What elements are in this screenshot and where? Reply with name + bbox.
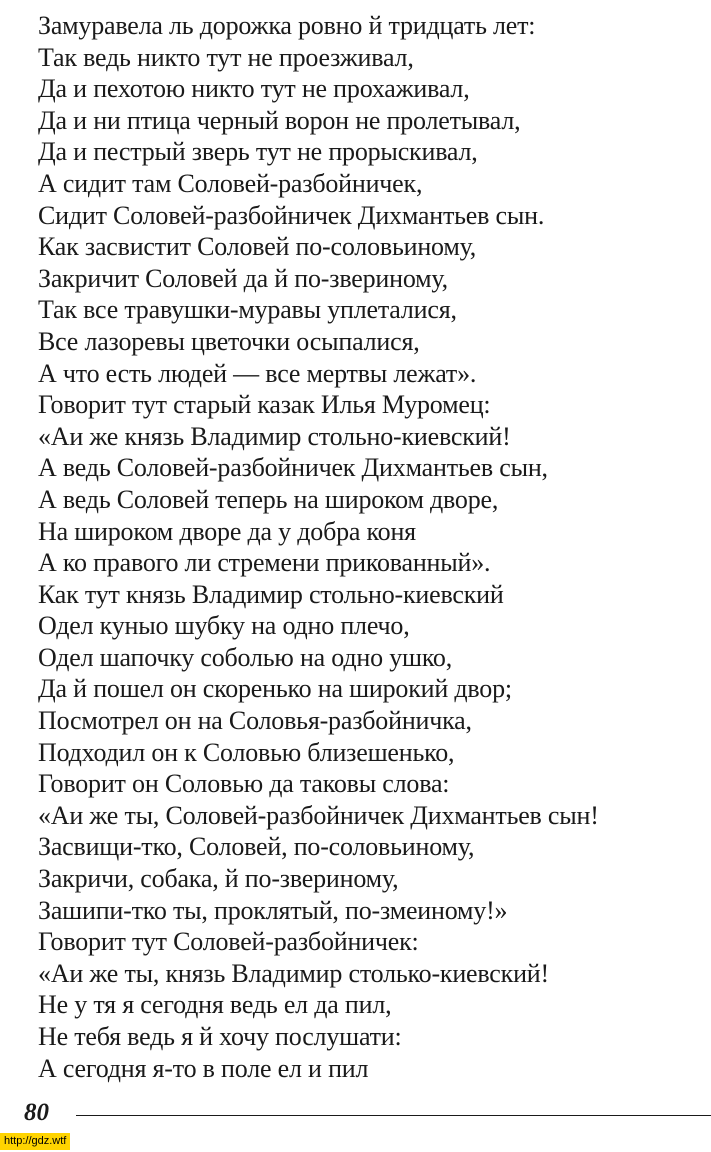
poem-line: Одел куныо шубку на одно плечо, — [38, 611, 410, 641]
poem-line: Замуравела ль дорожка ровно й тридцать лет: — [38, 11, 536, 40]
poem-line: А ко правого ли стремени прикованный». — [38, 548, 491, 578]
poem-line: А ведь Соловей теперь на широком дворе, — [38, 484, 499, 514]
poem-line: Подходил он к Соловью близешенько, — [38, 737, 455, 767]
poem-line: А что есть людей — все мертвы лежат». — [38, 358, 477, 388]
poem-line: Как засвистит Соловей по-соловьиному, — [38, 232, 477, 262]
poem-line: А сегодня я-то в поле ел и пил — [38, 1053, 369, 1083]
watermark-link[interactable]: http://gdz.wtf — [0, 1133, 70, 1150]
poem-line: Как тут князь Владимир стольно-киевский — [38, 579, 504, 609]
poem-line: А сидит там Соловей-разбойничек, — [38, 168, 423, 198]
poem-line: Да и пестрый зверь тут не прорыскивал, — [38, 137, 478, 167]
poem-line: Закричи, собака, й по-звериному, — [38, 864, 399, 894]
poem-line: Так ведь никто тут не проезживал, — [38, 42, 414, 72]
poem-line: Да й пошел он скоренько на широкий двор; — [38, 674, 512, 704]
poem-line: «Аи же князь Владимир стольно-киевский! — [38, 421, 511, 451]
poem-line: На широком дворе да у добра коня — [38, 516, 416, 546]
poem-line: Все лазоревы цветочки осыпалися, — [38, 326, 420, 356]
poem-line: Говорит тут Соловей-разбойничек: — [38, 927, 419, 957]
poem-line: Не тебя ведь я й хочу послушати: — [38, 1022, 402, 1051]
footer-rule — [76, 1115, 711, 1116]
poem-text — [38, 10, 698, 1084]
poem-line: Засвищи-тко, Соловей, по-соловьиному, — [38, 832, 475, 862]
poem-line: Закричит Соловей да й по-звериному, — [38, 263, 448, 293]
poem-line: Так все травушки-муравы уплеталися, — [38, 295, 457, 325]
poem-line: А ведь Соловей-разбойничек Дихмантьев сын, — [38, 453, 548, 483]
poem-line: Посмотрел он на Соловья-разбойничка, — [38, 706, 472, 736]
poem-line: Одел шапочку соболью на одно ушко, — [38, 642, 453, 672]
poem-line: Говорит тут старый казак Илья Муромец: — [38, 390, 491, 420]
poem-line: «Аи же ты, князь Владимир столько-киевский! — [38, 958, 549, 988]
poem-line: Да и ни птица черный ворон не пролетывал, — [38, 105, 521, 135]
poem-line: Да и пехотою никто тут не прохаживал, — [38, 74, 470, 104]
poem-line: Сидит Соловей-разбойничек Дихмантьев сын. — [38, 200, 545, 230]
poem-line: Не у тя я сегодня ведь ел да пил, — [38, 990, 392, 1020]
poem-line: Зашипи-тко ты, проклятый, по-змеиному!» — [38, 895, 508, 925]
poem-line: «Аи же ты, Соловей-разбойничек Дихмантьев сын! — [38, 800, 599, 830]
page-footer — [24, 1098, 700, 1128]
poem-line: Говорит он Соловью да таковы слова: — [38, 769, 450, 799]
page-number: 80 — [24, 1099, 49, 1126]
